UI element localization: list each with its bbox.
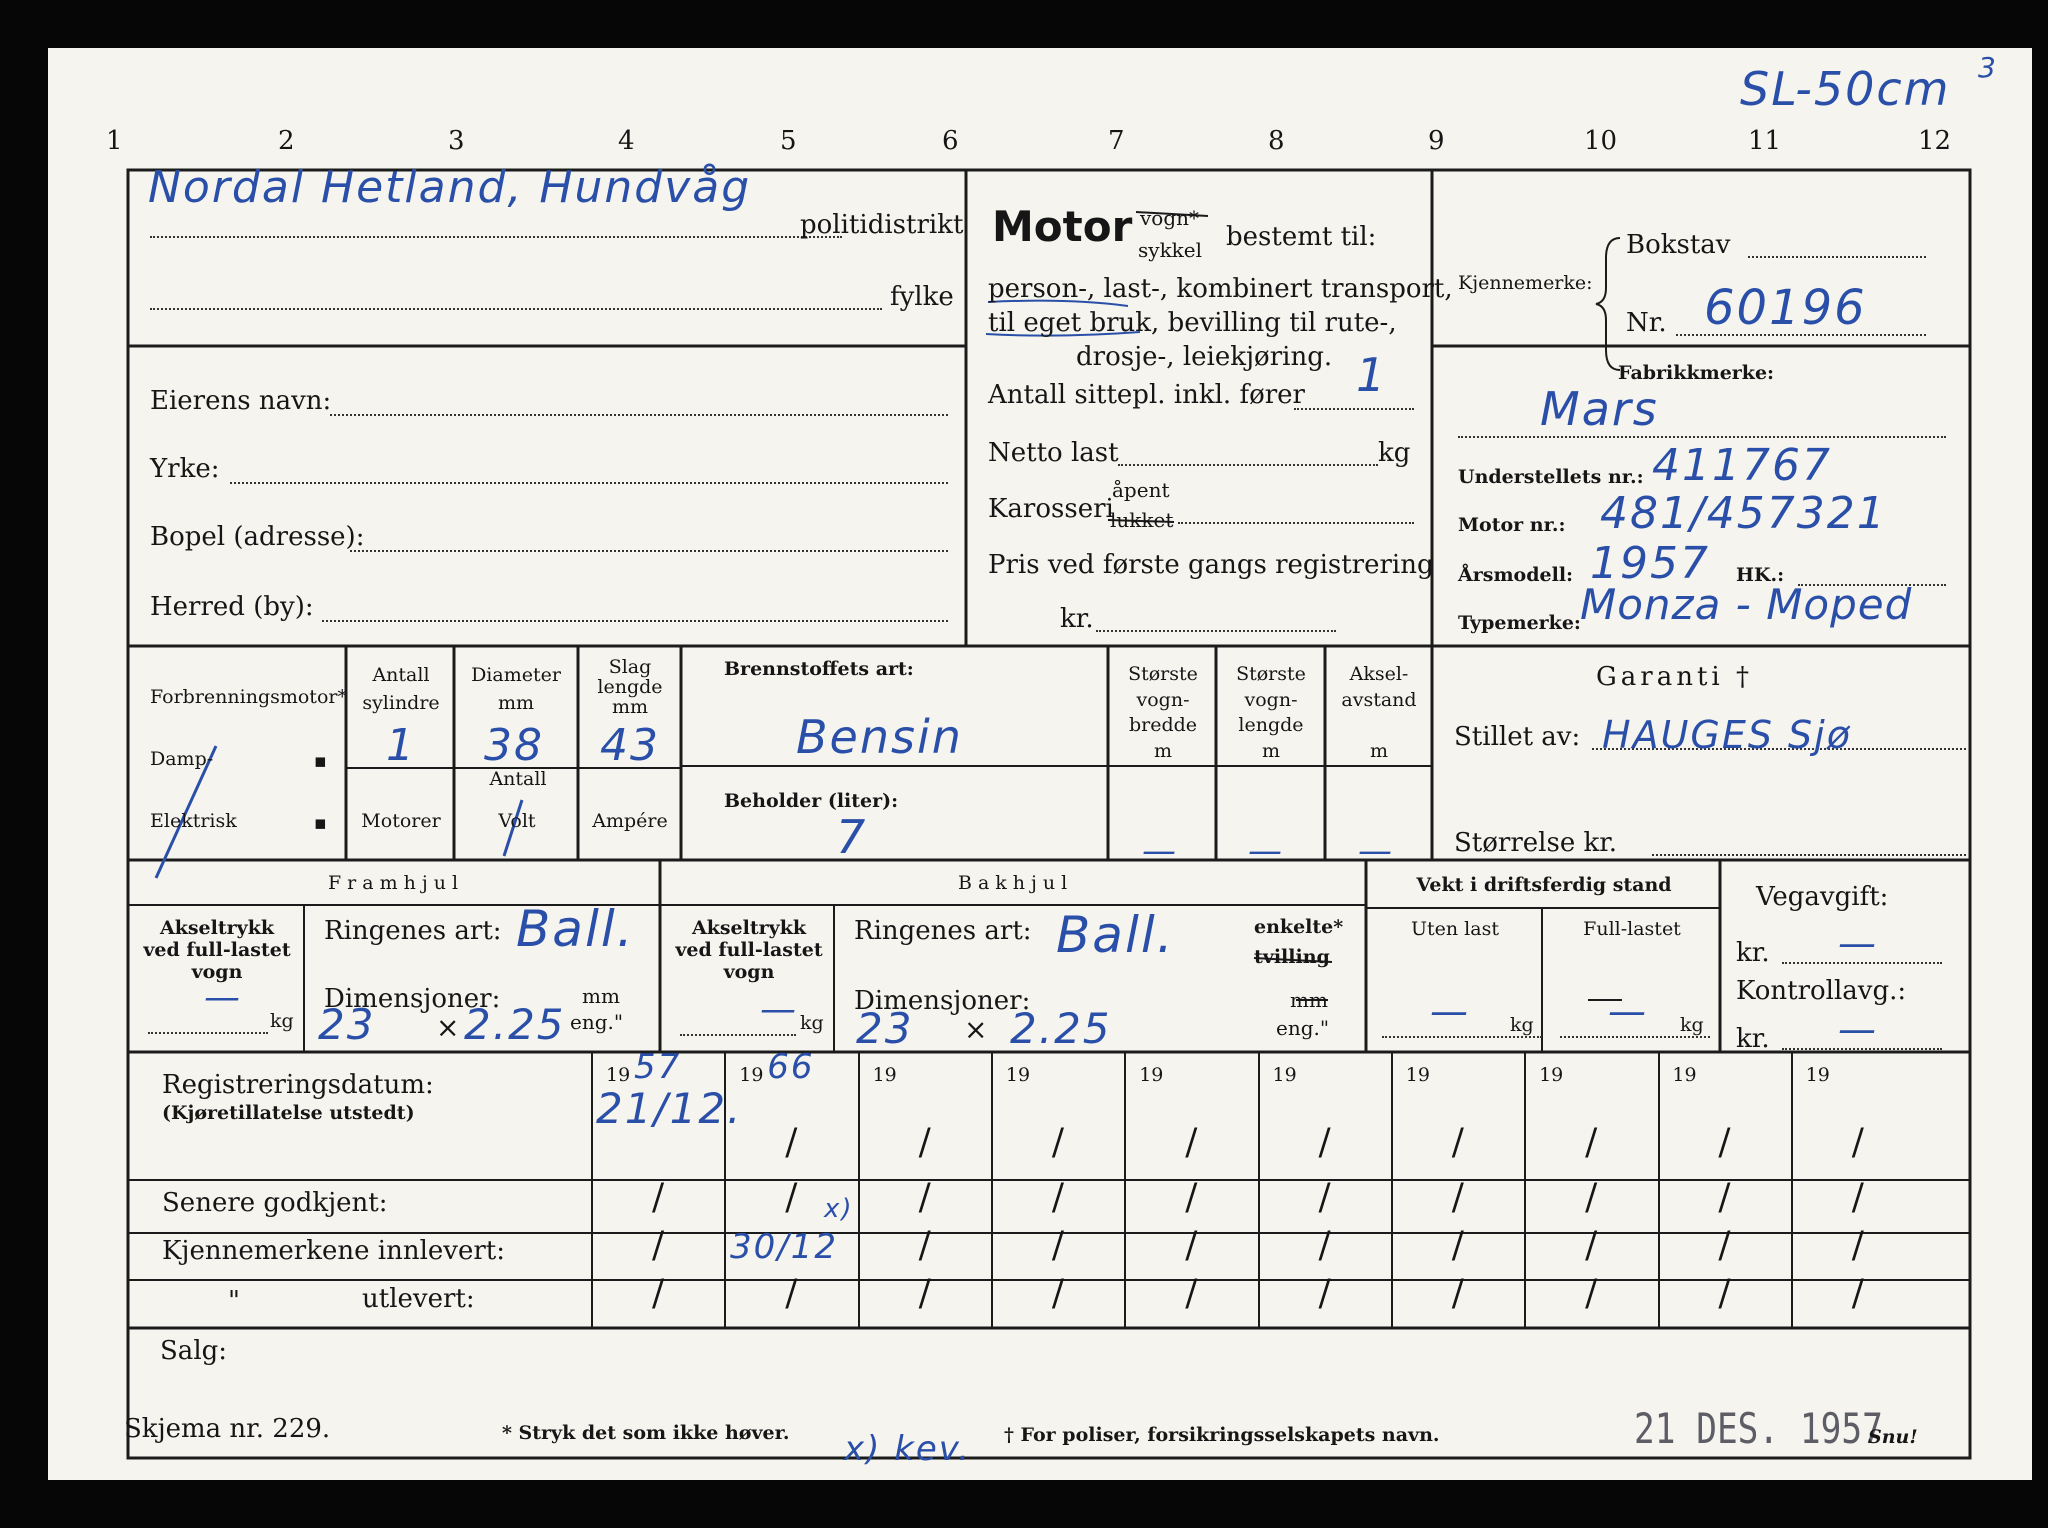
rear-dim-b: 2.25 xyxy=(1010,1004,1112,1053)
rear-akseltrykk xyxy=(664,918,834,984)
reg-year-prefix: 19 xyxy=(872,1064,897,1086)
rear-ring-label: Ringenes art: xyxy=(854,916,1032,946)
front-ak-2: ved full-lastet xyxy=(143,938,291,961)
reg-year-prefix: 19 xyxy=(1005,1064,1031,1086)
motor-vogn: vogn* xyxy=(1140,206,1200,230)
motor-nr-label: Motor nr.: xyxy=(1458,514,1566,536)
fuel-label: Brennstoffets art: xyxy=(724,658,914,680)
tank-value: 7 xyxy=(836,810,868,864)
reg-slash: / xyxy=(1451,1177,1464,1218)
herred-label: Herred (by): xyxy=(150,592,314,622)
politidistrikt-label: politidistrikt xyxy=(800,210,964,240)
reg-slash: / xyxy=(918,1273,931,1314)
reg-slash: / xyxy=(785,1177,798,1218)
front-ak-3: vogn xyxy=(191,960,243,983)
dia-h1: Diameter xyxy=(471,664,561,686)
ruler-6: 6 xyxy=(942,126,959,156)
reg-slash: / xyxy=(1851,1177,1864,1218)
reg-slash: / xyxy=(1585,1273,1598,1314)
reg-slash: / xyxy=(1318,1177,1331,1218)
forbrenning-label: Forbrenningsmotor* xyxy=(150,686,347,708)
cyl-h2: sylindre xyxy=(362,692,440,714)
slag-h1: Slag xyxy=(608,656,652,678)
bredde-h1: Største xyxy=(1128,663,1198,685)
storrelse-label: Størrelse kr. xyxy=(1454,828,1618,858)
reg-dato-sub: (Kjøretillatelse utstedt) xyxy=(162,1102,415,1124)
typemerke-label: Typemerke: xyxy=(1458,612,1581,634)
bredde-h3: bredde xyxy=(1128,714,1198,737)
seats-value: 1 xyxy=(1356,348,1388,402)
reg-slash: / xyxy=(1718,1122,1731,1163)
slag-h2: lengde xyxy=(597,676,663,698)
reg-slash: / xyxy=(1851,1225,1864,1266)
reg-quote: " xyxy=(228,1286,240,1316)
reg-senere-label: Senere godkjent: xyxy=(162,1188,388,1218)
front-ak-1: Akseltrykk xyxy=(159,917,275,939)
netto-label: Netto last xyxy=(988,438,1119,468)
seats-label: Antall sittepl. inkl. fører xyxy=(988,380,1305,410)
aksel-value: — xyxy=(1358,831,1394,871)
rear-kg: kg xyxy=(800,1012,824,1034)
motor-use-line3: drosje-, leiekjøring. xyxy=(1076,342,1333,372)
weight-uten-value: — xyxy=(1430,989,1470,1033)
reg-slash: / xyxy=(1185,1273,1198,1314)
reg-slash: / xyxy=(1585,1177,1598,1218)
slag-h3: mm xyxy=(611,696,649,718)
slag-value: 43 xyxy=(600,720,660,771)
stillet-label: Stillet av: xyxy=(1454,722,1581,752)
reg-slash: / xyxy=(1051,1225,1065,1266)
aksel-h3: m xyxy=(1369,739,1389,762)
rear-ak-1: Akseltrykk xyxy=(691,917,807,939)
reg-year-suffix: 66 xyxy=(767,1047,815,1087)
motor-nr-value: 481/457321 xyxy=(1600,488,1887,539)
reg-year-prefix: 19 xyxy=(1405,1064,1430,1086)
ruler-11: 11 xyxy=(1748,126,1782,156)
reg-slash: / xyxy=(652,1273,665,1314)
front-eng: eng." xyxy=(570,1010,624,1034)
vegavgift-value: — xyxy=(1838,921,1878,965)
ruler-4: 4 xyxy=(618,126,635,156)
kontroll-label: Kontrollavg.: xyxy=(1736,976,1907,1006)
karosseri-label: Karosseri xyxy=(988,494,1114,524)
netto-kg: kg xyxy=(1378,438,1411,468)
reg-year-prefix: 19 xyxy=(1139,1064,1164,1086)
bredde-h4: m xyxy=(1153,739,1173,762)
corner-note: SL-50cm xyxy=(1740,62,1951,116)
understell-label: Understellets nr.: xyxy=(1458,466,1644,488)
dia-h2: mm xyxy=(497,692,535,714)
reg-year-prefix: 19 xyxy=(739,1064,764,1086)
reg-dato-label: Registreringsdatum: xyxy=(162,1070,434,1100)
footer-snu: Snu! xyxy=(1868,1426,1918,1448)
damp-label: Damp- xyxy=(150,748,214,770)
reg-slash: / xyxy=(1718,1273,1731,1314)
stillet-value: HAUGES Sjø xyxy=(1602,713,1852,757)
damp-bullet: ▪ xyxy=(314,750,327,772)
reg-year-suffix: 57 xyxy=(634,1047,682,1087)
reg-slash: / xyxy=(1585,1122,1598,1163)
elektrisk-label: Elektrisk xyxy=(150,810,237,832)
reg-slash: / xyxy=(1718,1225,1731,1266)
weight-full-value: — xyxy=(1608,989,1648,1033)
understell-value: 411767 xyxy=(1652,440,1832,491)
ruler-9: 9 xyxy=(1428,126,1445,156)
bokstav-label: Bokstav xyxy=(1626,230,1731,260)
ruler-12: 12 xyxy=(1918,126,1952,156)
motor-title: Motor xyxy=(992,202,1133,251)
price-kr: kr. xyxy=(1060,604,1094,634)
tank-label: Beholder (liter): xyxy=(724,790,899,812)
karosseri-apent: åpent xyxy=(1112,478,1170,502)
vegavgift-label: Vegavgift: xyxy=(1756,882,1889,912)
ruler-3: 3 xyxy=(448,126,465,156)
front-dim-a: 23 xyxy=(318,1000,376,1049)
rear-dim-a: 23 xyxy=(856,1004,914,1053)
rear-dim-label: Dimensjoner: xyxy=(854,986,1031,1016)
reg-slash: / xyxy=(1051,1122,1065,1163)
reg-slash: / xyxy=(918,1122,931,1163)
fylke-label: fylke xyxy=(890,282,954,312)
footer-date-stamp: 21 DES. 1957 xyxy=(1634,1404,1883,1453)
lengde-h1: Største xyxy=(1236,663,1306,685)
reg-slash: / xyxy=(1451,1273,1464,1314)
rear-ak-3: vogn xyxy=(723,960,775,983)
typemerke-value: Monza - Moped xyxy=(1580,580,1913,629)
motor-use-line2: til eget bruk, bevilling til rute-, xyxy=(988,308,1397,338)
reg-utlevert-label: utlevert: xyxy=(362,1284,475,1314)
reg-year-prefix: 19 xyxy=(606,1064,631,1086)
front-title: Framhjul xyxy=(328,872,465,894)
reg-slash: / xyxy=(1851,1273,1864,1314)
owner-name-label: Eierens navn: xyxy=(150,386,332,416)
rear-eng: eng." xyxy=(1276,1016,1330,1040)
motorer-label: Motorer xyxy=(361,810,441,832)
front-akseltrykk xyxy=(132,918,302,984)
reg-slash: / xyxy=(785,1273,798,1314)
weight-full: Full-lastet xyxy=(1583,918,1681,940)
reg-innlevert-2: 30/12 xyxy=(730,1227,838,1267)
reg-slash: / xyxy=(1185,1122,1198,1163)
reg-slash: / xyxy=(1851,1122,1864,1163)
ruler-8: 8 xyxy=(1268,126,1285,156)
garanti-title: Garanti † xyxy=(1596,662,1753,692)
reg-year-prefix: 19 xyxy=(1272,1064,1297,1086)
aksel-h2: avstand xyxy=(1341,688,1417,711)
registration-card xyxy=(48,48,2032,1480)
ruler-7: 7 xyxy=(1108,126,1125,156)
front-dim-b: 2.25 xyxy=(464,1000,566,1049)
ruler-1: 1 xyxy=(106,126,123,156)
ruler-5: 5 xyxy=(780,126,797,156)
front-kg: kg xyxy=(270,1010,294,1032)
reg-mark: x) xyxy=(824,1194,854,1224)
cyl-value: 1 xyxy=(386,720,416,771)
front-mm: mm xyxy=(582,984,620,1008)
rear-enkelte: enkelte* xyxy=(1254,916,1344,938)
ampere-label: Ampére xyxy=(592,810,668,832)
hk-label: HK.: xyxy=(1736,564,1785,586)
rear-mm: mm xyxy=(1290,988,1328,1012)
front-ring-value: Ball. xyxy=(516,900,635,958)
fuel-value: Bensin xyxy=(796,710,963,764)
lengde-h4: m xyxy=(1261,739,1281,762)
bredde-header xyxy=(1110,662,1216,765)
lengde-h2: vogn- xyxy=(1244,688,1298,711)
reg-slash: / xyxy=(1051,1177,1065,1218)
weight-uten-kg: kg xyxy=(1510,1014,1534,1036)
footer-hw-note: x) kev. xyxy=(844,1429,971,1469)
lengde-header xyxy=(1218,662,1324,765)
rear-times: × xyxy=(964,1013,988,1046)
aksel-header xyxy=(1327,662,1431,765)
dia-value: 38 xyxy=(484,720,544,771)
weight-full-kg: kg xyxy=(1680,1014,1704,1036)
elektrisk-bullet: ▪ xyxy=(314,812,327,834)
weight-title: Vekt i driftsferdig stand xyxy=(1416,874,1672,896)
motor-bestemt: bestemt til: xyxy=(1226,222,1377,252)
corner-note-sup: 3 xyxy=(1978,51,1998,84)
reg-slash: / xyxy=(652,1225,665,1266)
reg-slash: / xyxy=(918,1177,931,1218)
price-label: Pris ved første gangs registrering xyxy=(988,550,1434,580)
rear-title: Bakhjul xyxy=(958,872,1074,894)
reg-slash: / xyxy=(1318,1273,1331,1314)
lengde-h3: lengde xyxy=(1238,714,1304,737)
reg-slash: / xyxy=(1585,1225,1598,1266)
address-label: Bopel (adresse): xyxy=(150,522,365,552)
cyl-h1: Antall xyxy=(372,664,430,686)
rear-tvilling: tvilling xyxy=(1254,946,1330,968)
reg-slash: / xyxy=(652,1177,665,1218)
ruler-2: 2 xyxy=(278,126,295,156)
front-times: × xyxy=(436,1011,460,1044)
reg-year-prefix: 19 xyxy=(1805,1064,1830,1086)
bredde-h2: vogn- xyxy=(1136,688,1190,711)
antall-label: Antall xyxy=(489,768,547,790)
reg-slash: / xyxy=(1318,1122,1331,1163)
reg-slash: / xyxy=(1051,1273,1065,1314)
occupation-label: Yrke: xyxy=(150,454,220,484)
aarsmodell-label: Årsmodell: xyxy=(1458,564,1574,586)
kontroll-kr: kr. xyxy=(1736,1024,1770,1054)
fabrikk-label: Fabrikkmerke: xyxy=(1618,362,1775,384)
bredde-value: — xyxy=(1142,831,1178,871)
volt-label: Volt xyxy=(498,810,536,832)
reg-slash: / xyxy=(1185,1177,1198,1218)
karosseri-lukket: lukket xyxy=(1110,508,1174,532)
rear-akseltrykk-value: — xyxy=(760,989,798,1030)
front-akseltrykk-value: — xyxy=(204,977,242,1018)
front-dim-label: Dimensjoner: xyxy=(324,984,501,1014)
reg-slash: / xyxy=(1718,1177,1731,1218)
footer-skjema: Skjema nr. 229. xyxy=(124,1414,331,1444)
front-ring-label: Ringenes art: xyxy=(324,916,502,946)
reg-slash: / xyxy=(785,1122,798,1163)
nr-value: 60196 xyxy=(1704,280,1867,336)
lengde-value: — xyxy=(1248,831,1284,871)
motor-use-line1: person-, last-, kombinert transport, xyxy=(988,274,1453,304)
vegavgift-kr: kr. xyxy=(1736,938,1770,968)
reg-slash: / xyxy=(918,1225,931,1266)
reg-innlevert-label: Kjennemerkene innlevert: xyxy=(162,1236,505,1266)
reg-slash: / xyxy=(1451,1122,1464,1163)
footer-polise: † For poliser, forsikringsselskapets navn. xyxy=(1004,1424,1440,1446)
reg-slash: / xyxy=(1451,1225,1464,1266)
nr-label: Nr. xyxy=(1626,308,1667,338)
aarsmodell-value: 1957 xyxy=(1590,538,1710,589)
reg-year-prefix: 19 xyxy=(1672,1064,1697,1086)
weight-uten: Uten last xyxy=(1411,918,1499,940)
reg-date-1: 21/12. xyxy=(596,1084,743,1133)
footer-stryk: * Stryk det som ikke høver. xyxy=(502,1422,790,1444)
district-value: Nordal Hetland, Hundvåg xyxy=(148,162,752,213)
rear-ak-2: ved full-lastet xyxy=(675,938,823,961)
kjennemerke-label: Kjennemerke: xyxy=(1458,272,1593,294)
reg-year-prefix: 19 xyxy=(1539,1064,1564,1086)
salg-label: Salg: xyxy=(160,1336,228,1366)
reg-slash: / xyxy=(1185,1225,1198,1266)
fabrikk-value: Mars xyxy=(1540,382,1659,436)
ruler-10: 10 xyxy=(1584,126,1618,156)
kontroll-value: — xyxy=(1838,1007,1878,1051)
rear-ring-value: Ball. xyxy=(1056,906,1175,964)
motor-sykkel: sykkel xyxy=(1138,238,1203,262)
reg-slash: / xyxy=(1318,1225,1331,1266)
aksel-h1: Aksel- xyxy=(1349,663,1409,685)
